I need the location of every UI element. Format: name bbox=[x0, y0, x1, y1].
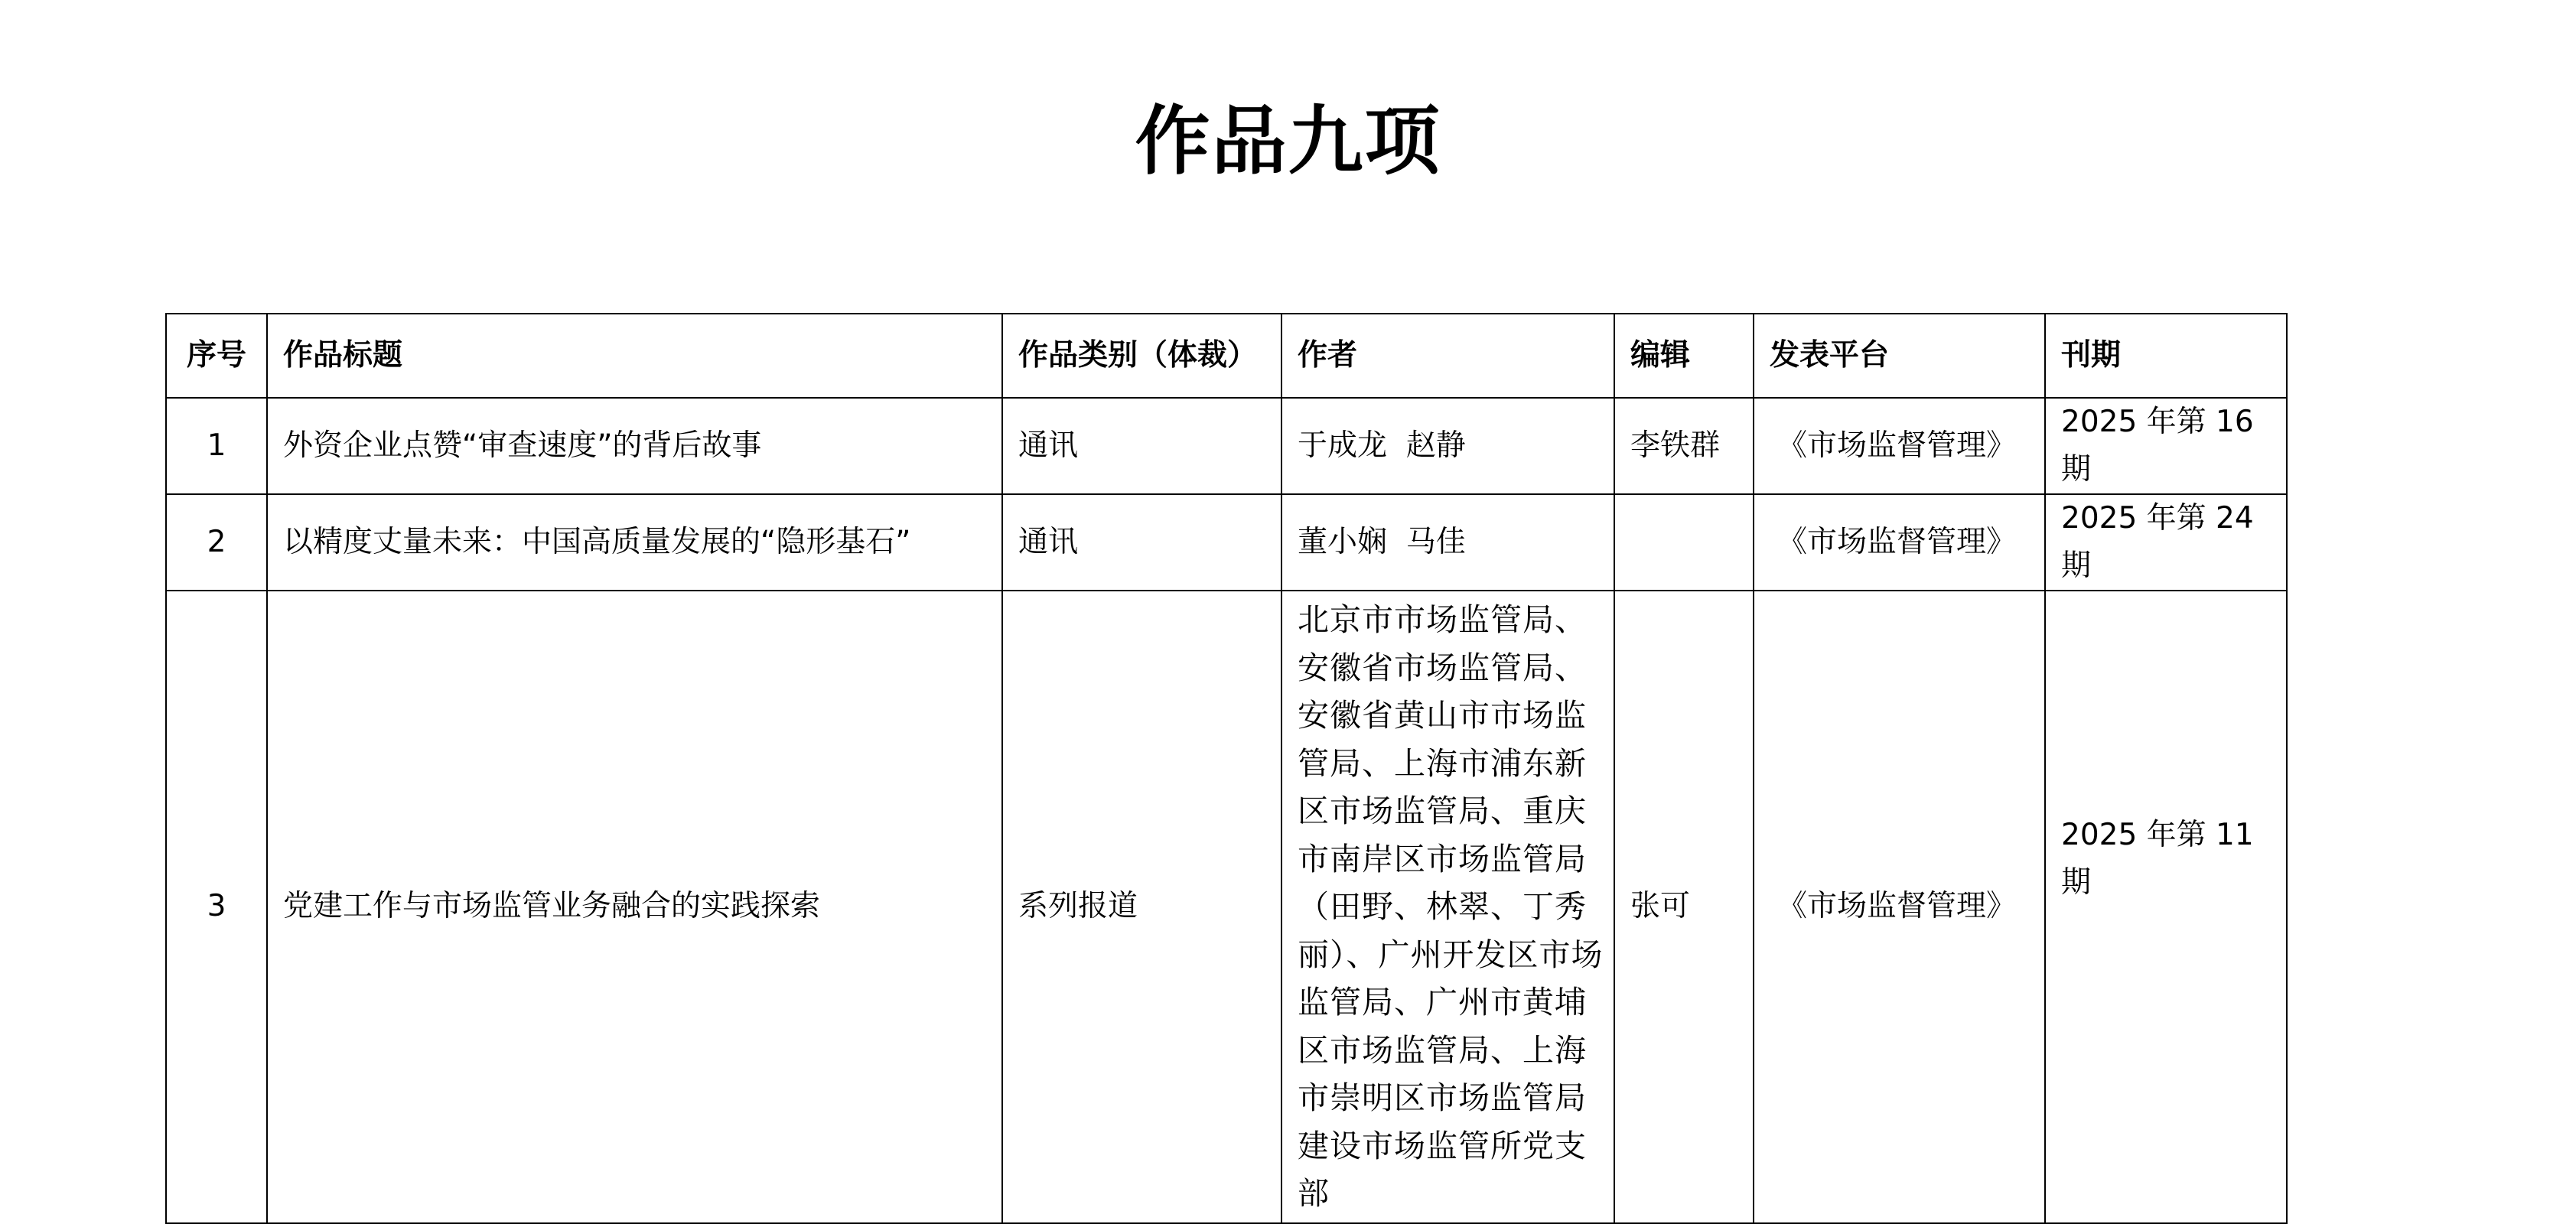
header-work-title: 作品标题 bbox=[267, 314, 1002, 398]
cell-platform: 《市场监督管理》 bbox=[1754, 591, 2045, 1223]
cell-platform: 《市场监督管理》 bbox=[1754, 494, 2045, 591]
cell-no: 1 bbox=[166, 398, 267, 494]
table-header-row bbox=[166, 314, 2287, 398]
table-row bbox=[166, 494, 2287, 591]
page-title: 作品九项 bbox=[1135, 97, 1441, 185]
table-row bbox=[166, 398, 2287, 494]
cell-editor: 张可 bbox=[1614, 591, 1754, 1223]
table-row bbox=[166, 591, 2287, 1223]
cell-author: 北京市市场监管局、安徽省市场监管局、安徽省黄山市市场监管局、上海市浦东新区市场监管局、重庆市南岸区市场监管局（田野、林翠、丁秀丽）、广州开发区市场监管局、广州市黄埔区市场监管局、上海市崇明区市场监管局建设市场监管所党支部 bbox=[1281, 591, 1614, 1223]
cell-author: 董小娴 马佳 bbox=[1281, 494, 1614, 591]
cell-category: 通讯 bbox=[1002, 494, 1281, 591]
cell-period: 2025 年第 24 期 bbox=[2045, 494, 2287, 591]
header-no: 序号 bbox=[166, 314, 267, 398]
header-platform: 发表平台 bbox=[1754, 314, 2045, 398]
cell-no: 3 bbox=[166, 591, 267, 1223]
works-table bbox=[165, 313, 2288, 1224]
cell-period: 2025 年第 16 期 bbox=[2045, 398, 2287, 494]
cell-category: 通讯 bbox=[1002, 398, 1281, 494]
cell-platform: 《市场监督管理》 bbox=[1754, 398, 2045, 494]
header-author: 作者 bbox=[1281, 314, 1614, 398]
period-text: 2025 年第 11 期 bbox=[2061, 818, 2254, 900]
cell-work-title: 以精度丈量未来：中国高质量发展的“隐形基石” bbox=[267, 494, 1002, 591]
header-period: 刊期 bbox=[2045, 314, 2287, 398]
cell-category: 系列报道 bbox=[1002, 591, 1281, 1223]
cell-author: 于成龙 赵静 bbox=[1281, 398, 1614, 494]
header-editor: 编辑 bbox=[1614, 314, 1754, 398]
cell-editor bbox=[1614, 494, 1754, 591]
cell-editor: 李铁群 bbox=[1614, 398, 1754, 494]
cell-no: 2 bbox=[166, 494, 267, 591]
header-category: 作品类别（体裁） bbox=[1002, 314, 1281, 398]
cell-work-title: 外资企业点赞“审查速度”的背后故事 bbox=[267, 398, 1002, 494]
cell-period bbox=[2045, 591, 2287, 1223]
cell-work-title: 党建工作与市场监管业务融合的实践探索 bbox=[267, 591, 1002, 1223]
